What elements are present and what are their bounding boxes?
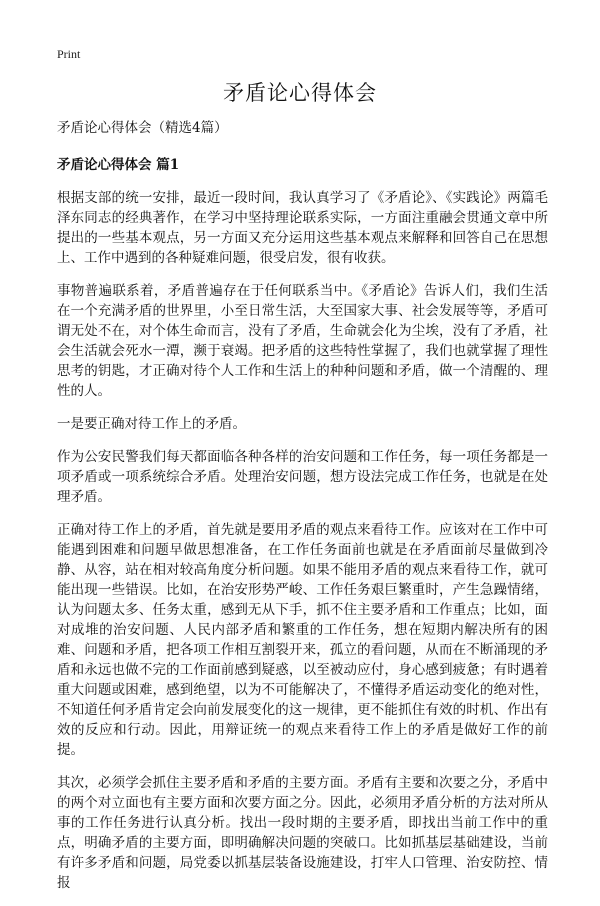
page-title: 矛盾论心得体会 <box>223 81 377 105</box>
paragraph-5: 正确对待工作上的矛盾，首先就是要用矛盾的观点来看待工作。应该对在工作中可能遇到困难和问题早做思想准备，在工作任务面前也就是在矛盾面前尽量做到冷静、从容，站在相对较高角度分析问题。如果不能用矛盾的观点来看待工作，就可能出现一些错误。比如，在治安形势严峻、工作任务艰巨繁重时，产生急躁情绪，认为问题太多、任务太重，感到无从下手，抓不住主要矛盾和工作重点；比如，面对成堆的治安问题、人民内部矛盾和繁重的工作任务，想在短期内解决所有的困难、问题和矛盾，把各项工作相互割裂开来，孤立的看问题，从而在不断涌现的矛盾和永远也做不完的工作面前感到疑惑，以至被动应付，身心感到疲惫；有时遇着重大问题或困难，感到绝望，以为不可能解决了，不懂得矛盾运动变化的绝对性，不知道任何矛盾肯定会向前发展变化的这一规律，更不能抓住有效的时机、作出有效的反应和行动。因此，用辩证统一的观点来看待工作上的矛盾是做好工作的前提。 <box>57 522 548 758</box>
paragraph-4: 作为公安民警我们每天都面临各种各样的治安问题和工作任务，每一项任务都是一项矛盾或一项系统综合矛盾。处理治安问题，想方设法完成工作任务，也就是在处理矛盾。 <box>57 449 548 505</box>
paragraph-2: 事物普遍联系着，矛盾普遍存在于任何联系当中。《矛盾论》告诉人们，我们生活在一个充满矛盾的世界里，小至日常生活，大至国家大事、社会发展等等，矛盾可谓无处不在，对个体生命而言，没有了矛盾，生命就会化为尘埃，没有了矛盾，社会生活就会死水一潭，濒于衰竭。把矛盾的这些特性掌握了，我们也就掌握了理性思考的钥匙，才正确对待个人工作和生活上的种种问题和矛盾，做一个清醒的、理性的人。 <box>57 283 548 399</box>
paragraph-6: 其次，必须学会抓住主要矛盾和矛盾的主要方面。矛盾有主要和次要之分，矛盾中的两个对立面也有主要方面和次要方面之分。因此，必须用矛盾分析的方法对所从事的工作任务进行认真分析。找出一段时期的主要矛盾，即找出当前工作中的重点，明确矛盾的主要方面，即明确解决问题的突破口。比如抓基层基础建设，当前有许多矛盾和问题，局党委以抓基层装备设施建设，打牢人口管理、治安防控、情报 <box>57 775 548 891</box>
print-link[interactable]: Print <box>57 47 81 61</box>
article-subtitle: 矛盾论心得体会（精选4篇） <box>57 120 228 136</box>
article-body <box>57 118 548 906</box>
paragraph-3: 一是要正确对待工作上的矛盾。 <box>57 416 246 432</box>
section-heading: 矛盾论心得体会 篇1 <box>57 157 180 173</box>
paragraph-1: 根据支部的统一安排，最近一段时间，我认真学习了《矛盾论》、《实践论》两篇毛泽东同志的经典著作，在学习中坚持理论联系实际，一方面注重融会贯通文章中所提出的一些基本观点，另一方面又充分运用这些基本观点来解释和回答自己在思想上、工作中遇到的各种疑难问题，很受启发，很有收获。 <box>57 190 548 266</box>
